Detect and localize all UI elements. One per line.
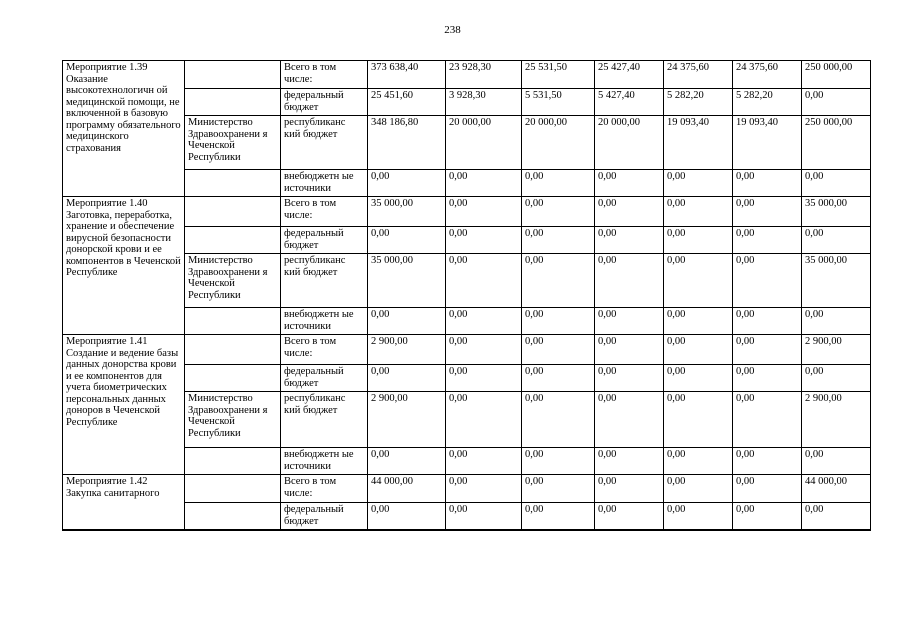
value-cell: 0,00 bbox=[446, 475, 522, 503]
funding-source: Всего в том числе: bbox=[281, 61, 368, 89]
value-cell: 23 928,30 bbox=[446, 61, 522, 89]
budget-table bbox=[62, 60, 871, 531]
value-cell: 20 000,00 bbox=[595, 116, 664, 170]
executor-cell bbox=[185, 170, 281, 197]
measure-title: Мероприятие 1.42 Закупка санитарного bbox=[63, 475, 185, 530]
value-cell: 0,00 bbox=[595, 475, 664, 503]
table-row bbox=[63, 89, 871, 116]
measure-title: Мероприятие 1.41 Создание и ведение базы данных донорства крови и ее компонентов для учета биометрических персональных данных доноров в Чеченской Республике bbox=[63, 335, 185, 475]
value-cell: 20 000,00 bbox=[446, 116, 522, 170]
value-cell: 0,00 bbox=[802, 89, 871, 116]
value-cell: 0,00 bbox=[664, 392, 733, 448]
value-cell: 0,00 bbox=[368, 308, 446, 335]
executor-cell bbox=[185, 197, 281, 227]
value-cell: 44 000,00 bbox=[368, 475, 446, 503]
value-cell: 0,00 bbox=[446, 254, 522, 308]
value-cell: 0,00 bbox=[733, 170, 802, 197]
value-cell: 0,00 bbox=[733, 448, 802, 475]
funding-source: Всего в том числе: bbox=[281, 475, 368, 503]
value-cell: 24 375,60 bbox=[664, 61, 733, 89]
value-cell: 19 093,40 bbox=[664, 116, 733, 170]
value-cell: 19 093,40 bbox=[733, 116, 802, 170]
table-row bbox=[63, 503, 871, 530]
value-cell: 0,00 bbox=[368, 227, 446, 254]
value-cell: 0,00 bbox=[664, 335, 733, 365]
value-cell: 0,00 bbox=[522, 170, 595, 197]
value-cell: 0,00 bbox=[664, 254, 733, 308]
table-row bbox=[63, 116, 871, 170]
table-row bbox=[63, 254, 871, 308]
executor-cell bbox=[185, 335, 281, 365]
table-row bbox=[63, 448, 871, 475]
value-cell: 0,00 bbox=[368, 448, 446, 475]
value-cell: 35 000,00 bbox=[802, 197, 871, 227]
funding-source: республиканс кий бюджет bbox=[281, 116, 368, 170]
value-cell: 0,00 bbox=[595, 197, 664, 227]
table-row bbox=[63, 197, 871, 227]
value-cell: 0,00 bbox=[522, 197, 595, 227]
value-cell: 25 427,40 bbox=[595, 61, 664, 89]
funding-source: внебюджетн ые источники bbox=[281, 308, 368, 335]
value-cell: 0,00 bbox=[446, 197, 522, 227]
value-cell: 0,00 bbox=[446, 170, 522, 197]
value-cell: 373 638,40 bbox=[368, 61, 446, 89]
value-cell: 0,00 bbox=[802, 227, 871, 254]
table-row bbox=[63, 170, 871, 197]
value-cell: 25 451,60 bbox=[368, 89, 446, 116]
value-cell: 0,00 bbox=[595, 392, 664, 448]
value-cell: 0,00 bbox=[446, 448, 522, 475]
table-row bbox=[63, 61, 871, 89]
funding-source: Всего в том числе: bbox=[281, 335, 368, 365]
value-cell: 0,00 bbox=[733, 365, 802, 392]
value-cell: 3 928,30 bbox=[446, 89, 522, 116]
funding-source: федеральный бюджет bbox=[281, 89, 368, 116]
value-cell: 0,00 bbox=[733, 227, 802, 254]
executor-cell bbox=[185, 475, 281, 503]
value-cell: 0,00 bbox=[733, 308, 802, 335]
value-cell: 0,00 bbox=[595, 308, 664, 335]
value-cell: 0,00 bbox=[802, 365, 871, 392]
value-cell: 0,00 bbox=[595, 335, 664, 365]
value-cell: 0,00 bbox=[522, 365, 595, 392]
value-cell: 0,00 bbox=[522, 392, 595, 448]
table-row bbox=[63, 308, 871, 335]
table-row bbox=[63, 335, 871, 365]
value-cell: 0,00 bbox=[802, 503, 871, 530]
executor-cell bbox=[185, 448, 281, 475]
value-cell: 5 282,20 bbox=[733, 89, 802, 116]
value-cell: 0,00 bbox=[802, 448, 871, 475]
value-cell: 20 000,00 bbox=[522, 116, 595, 170]
value-cell: 35 000,00 bbox=[368, 197, 446, 227]
value-cell: 2 900,00 bbox=[368, 392, 446, 448]
value-cell: 44 000,00 bbox=[802, 475, 871, 503]
value-cell: 5 282,20 bbox=[664, 89, 733, 116]
value-cell: 0,00 bbox=[522, 308, 595, 335]
value-cell: 35 000,00 bbox=[802, 254, 871, 308]
value-cell: 0,00 bbox=[522, 227, 595, 254]
value-cell: 0,00 bbox=[664, 365, 733, 392]
page-number: 238 bbox=[444, 24, 461, 36]
value-cell: 35 000,00 bbox=[368, 254, 446, 308]
value-cell: 0,00 bbox=[522, 254, 595, 308]
executor-cell bbox=[185, 503, 281, 530]
funding-source: внебюджетн ые источники bbox=[281, 448, 368, 475]
value-cell: 0,00 bbox=[664, 503, 733, 530]
value-cell: 5 531,50 bbox=[522, 89, 595, 116]
measure-title: Мероприятие 1.40 Заготовка, переработка, хранение и обеспечение вирусной безопасности донорской крови и ее компонентов в Чеченской Республике bbox=[63, 197, 185, 335]
value-cell: 0,00 bbox=[446, 392, 522, 448]
value-cell: 0,00 bbox=[446, 308, 522, 335]
value-cell: 250 000,00 bbox=[802, 61, 871, 89]
value-cell: 0,00 bbox=[595, 227, 664, 254]
value-cell: 0,00 bbox=[595, 503, 664, 530]
value-cell: 0,00 bbox=[595, 365, 664, 392]
value-cell: 348 186,80 bbox=[368, 116, 446, 170]
value-cell: 0,00 bbox=[522, 503, 595, 530]
value-cell: 5 427,40 bbox=[595, 89, 664, 116]
funding-source: внебюджетн ые источники bbox=[281, 170, 368, 197]
value-cell: 0,00 bbox=[733, 254, 802, 308]
value-cell: 2 900,00 bbox=[368, 335, 446, 365]
value-cell: 0,00 bbox=[664, 475, 733, 503]
funding-source: федеральный бюджет bbox=[281, 227, 368, 254]
value-cell: 25 531,50 bbox=[522, 61, 595, 89]
value-cell: 0,00 bbox=[733, 475, 802, 503]
executor-cell: Министерство Здравоохранени я Чеченской Республики bbox=[185, 116, 281, 170]
value-cell: 0,00 bbox=[446, 335, 522, 365]
value-cell: 0,00 bbox=[733, 503, 802, 530]
value-cell: 0,00 bbox=[522, 335, 595, 365]
value-cell: 0,00 bbox=[733, 392, 802, 448]
executor-cell: Министерство Здравоохранени я Чеченской Республики bbox=[185, 392, 281, 448]
value-cell: 2 900,00 bbox=[802, 392, 871, 448]
value-cell: 0,00 bbox=[446, 503, 522, 530]
value-cell: 250 000,00 bbox=[802, 116, 871, 170]
value-cell: 0,00 bbox=[664, 197, 733, 227]
executor-cell bbox=[185, 308, 281, 335]
table-row bbox=[63, 365, 871, 392]
value-cell: 0,00 bbox=[802, 170, 871, 197]
value-cell: 0,00 bbox=[664, 227, 733, 254]
table-row bbox=[63, 475, 871, 503]
value-cell: 0,00 bbox=[664, 170, 733, 197]
value-cell: 0,00 bbox=[595, 170, 664, 197]
value-cell: 2 900,00 bbox=[802, 335, 871, 365]
value-cell: 0,00 bbox=[595, 448, 664, 475]
value-cell: 0,00 bbox=[664, 448, 733, 475]
funding-source: Всего в том числе: bbox=[281, 197, 368, 227]
table-row bbox=[63, 227, 871, 254]
funding-source: федеральный бюджет bbox=[281, 365, 368, 392]
value-cell: 0,00 bbox=[595, 254, 664, 308]
value-cell: 0,00 bbox=[733, 335, 802, 365]
value-cell: 0,00 bbox=[664, 308, 733, 335]
funding-source: республиканс кий бюджет bbox=[281, 392, 368, 448]
value-cell: 0,00 bbox=[368, 365, 446, 392]
value-cell: 0,00 bbox=[522, 448, 595, 475]
funding-source: федеральный бюджет bbox=[281, 503, 368, 530]
value-cell: 0,00 bbox=[733, 197, 802, 227]
value-cell: 0,00 bbox=[446, 365, 522, 392]
value-cell: 0,00 bbox=[368, 503, 446, 530]
value-cell: 0,00 bbox=[368, 170, 446, 197]
value-cell: 0,00 bbox=[802, 308, 871, 335]
funding-source: республиканс кий бюджет bbox=[281, 254, 368, 308]
executor-cell bbox=[185, 365, 281, 392]
executor-cell bbox=[185, 61, 281, 89]
value-cell: 24 375,60 bbox=[733, 61, 802, 89]
table-row bbox=[63, 392, 871, 448]
value-cell: 0,00 bbox=[522, 475, 595, 503]
value-cell: 0,00 bbox=[446, 227, 522, 254]
measure-title: Мероприятие 1.39 Оказание высокотехнологичн ой медицинской помощи, не включенной в базовую программу обязательного медицинского страхования bbox=[63, 61, 185, 197]
executor-cell bbox=[185, 89, 281, 116]
executor-cell bbox=[185, 227, 281, 254]
executor-cell: Министерство Здравоохранени я Чеченской Республики bbox=[185, 254, 281, 308]
